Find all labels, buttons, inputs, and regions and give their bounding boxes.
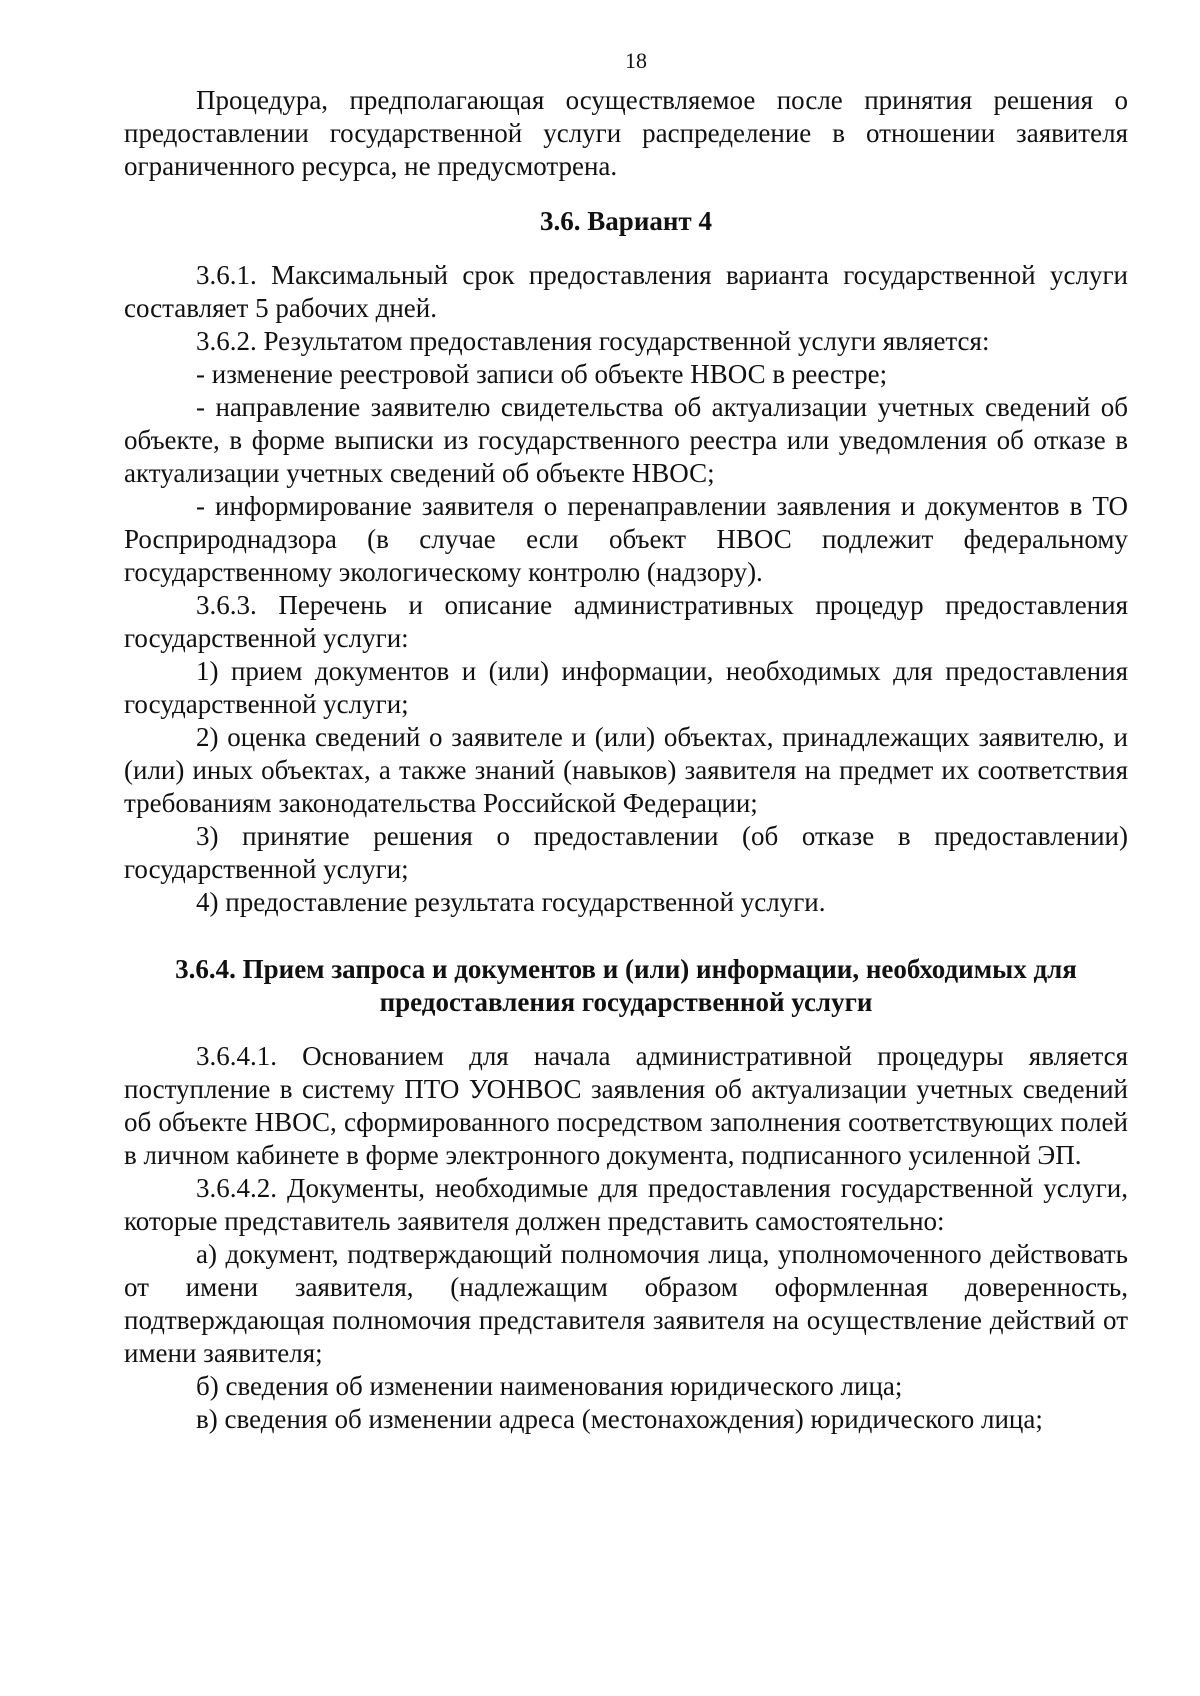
section-heading-3-6-4: 3.6.4. Прием запроса и документов и (или) информации, необходимых для предоставления государственной услуги — [175, 954, 1077, 1017]
list-item-result-3: - информирование заявителя о перенаправлении заявления и документов в ТО Росприроднадзора (в случае если объект НВОС подлежит федеральному государственному экологическому контролю (надзору). — [124, 491, 1128, 587]
paragraph-3-6-4-1: 3.6.4.1. Основанием для начала административной процедуры является поступление в систему ПТО УОНВОС заявления об актуализации учетных сведений об объекте НВОС, сформированного посредством заполнения соответствующих полей в личном кабинете в форме электронного документа, подписанного усиленной ЭП. — [124, 1041, 1128, 1170]
paragraph-3-6-4-2: 3.6.4.2. Документы, необходимые для предоставления государственной услуги, которые представитель заявителя должен представить самостоятельно: — [124, 1173, 1128, 1236]
list-item-procedure-3: 3) принятие решения о предоставлении (об отказе в предоставлении) государственной услуги; — [124, 821, 1128, 884]
list-item-procedure-2: 2) оценка сведений о заявителе и (или) объектах, принадлежащих заявителю, и (или) иных объектах, а также знаний (навыков) заявителя на предмет их соответствия требованиям законодательства Российской Федерации; — [124, 722, 1128, 818]
paragraph-3-6-3: 3.6.3. Перечень и описание административных процедур предоставления государственной услуги: — [124, 590, 1128, 653]
list-item-procedure-1: 1) прием документов и (или) информации, необходимых для предоставления государственной услуги; — [124, 656, 1128, 719]
list-item-procedure-4: 4) предоставление результата государственной услуги. — [196, 887, 826, 917]
list-item-result-2: - направление заявителю свидетельства об актуализации учетных сведений об объекте, в форме выписки из государственного реестра или уведомления об отказе в актуализации учетных сведений об объекте НВОС; — [124, 392, 1128, 488]
list-item-document-v: в) сведения об изменении адреса (местонахождения) юридического лица; — [196, 1404, 1043, 1434]
list-item-document-b: б) сведения об изменении наименования юридического лица; — [196, 1371, 903, 1401]
page-number: 18 — [625, 48, 647, 73]
paragraph-3-6-2: 3.6.2. Результатом предоставления государственной услуги является: — [196, 326, 990, 356]
paragraph-3-6-1: 3.6.1. Максимальный срок предоставления варианта государственной услуги составляет 5 рабочих дней. — [124, 260, 1128, 323]
document-page — [124, 48, 1128, 1436]
paragraph-procedure-distribution: Процедура, предполагающая осуществляемое после принятия решения о предоставлении государственной услуги распределение в отношении заявителя ограниченного ресурса, не предусмотрена. — [124, 85, 1128, 181]
list-item-document-a: а) документ, подтверждающий полномочия лица, уполномоченного действовать от имени заявителя, (надлежащим образом оформленная доверенность, подтверждающая полномочия представителя заявителя на осуществление действий от имени заявителя; — [124, 1239, 1128, 1368]
list-item-result-1: - изменение реестровой записи об объекте НВОС в реестре; — [196, 359, 888, 389]
section-heading-3-6: 3.6. Вариант 4 — [540, 206, 712, 236]
